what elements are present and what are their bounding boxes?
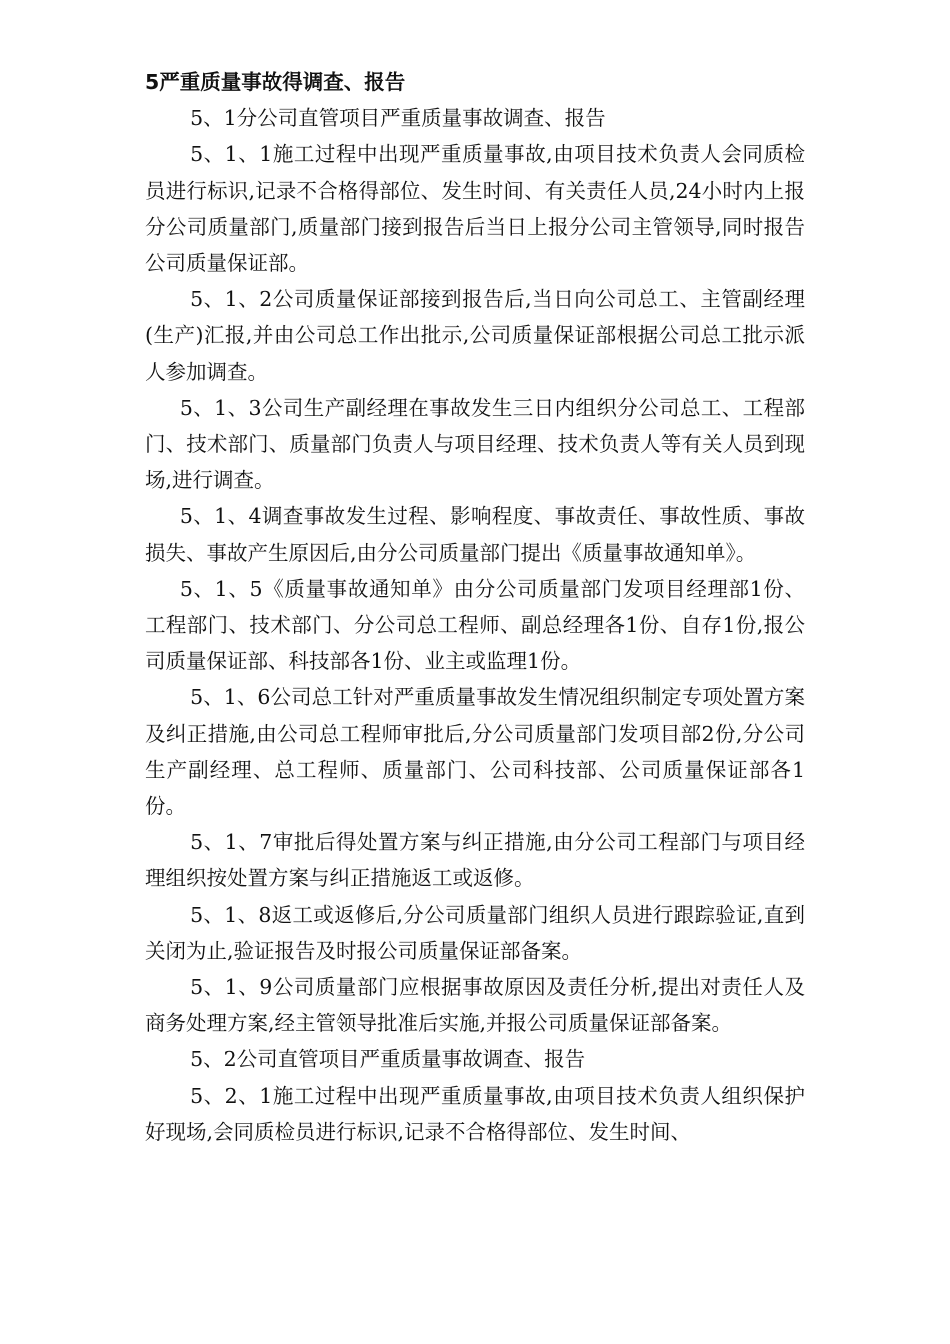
subsection-heading-5-1: 5、1分公司直管项目严重质量事故调查、报告 bbox=[190, 106, 606, 131]
paragraph-5-1-2: 5、1、2公司质量保证部接到报告后,当日向公司总工、主管副经理(生产)汇报,并由公司总工作出批示,公司质量保证部根据公司总工批示派人参加调查。 bbox=[145, 287, 805, 384]
paragraph-5-1-9: 5、1、9公司质量部门应根据事故原因及责任分析,提出对责任人及商务处理方案,经主管领导批准后实施,并报公司质量保证部备案。 bbox=[145, 975, 805, 1036]
paragraph-5-1-8: 5、1、8返工或返修后,分公司质量部门组织人员进行跟踪验证,直到关闭为止,验证报告及时报公司质量保证部备案。 bbox=[145, 902, 805, 963]
section-heading: 5严重质量事故得调查、报告 bbox=[145, 70, 406, 94]
paragraph-5-1-3: 5、1、3公司生产副经理在事故发生三日内组织分公司总工、工程部门、技术部门、质量部门负责人与项目经理、技术负责人等有关人员到现场,进行调查。 bbox=[145, 395, 805, 493]
paragraph-5-1-5: 5、1、5《质量事故通知单》由分公司质量部门发项目经理部1份、工程部门、技术部门、分公司总工程师、副总经理各1份、自存1份,报公司质量保证部、科技部各1份、业主或监理1份。 bbox=[145, 576, 805, 674]
paragraph-5-1-7: 5、1、7审批后得处置方案与纠正措施,由分公司工程部门与项目经理组织按处置方案与纠正措施返工或返修。 bbox=[145, 830, 805, 891]
paragraph-5-1-1: 5、1、1施工过程中出现严重质量事故,由项目技术负责人会同质检员进行标识,记录不合格得部位、发生时间、有关责任人员,24小时内上报分公司质量部门,质量部门接到报告后当日上报分公司主管领导,同时报告公司质量保证部。 bbox=[145, 142, 805, 276]
paragraph-5-1-6: 5、1、6公司总工针对严重质量事故发生情况组织制定专项处置方案及纠正措施,由公司总工程师审批后,分公司质量部门发项目部2份,分公司生产副经理、总工程师、质量部门、公司科技部、公司质量保证部各1份。 bbox=[145, 685, 805, 819]
subsection-heading-5-2: 5、2公司直管项目严重质量事故调查、报告 bbox=[190, 1047, 586, 1072]
paragraph-5-2-1: 5、2、1施工过程中出现严重质量事故,由项目技术负责人组织保护好现场,会同质检员进行标识,记录不合格得部位、发生时间、 bbox=[145, 1083, 805, 1144]
paragraph-5-1-4: 5、1、4调查事故发生过程、影响程度、事故责任、事故性质、事故损失、事故产生原因后,由分公司质量部门提出《质量事故通知单》。 bbox=[145, 504, 805, 565]
document-body bbox=[145, 64, 805, 1150]
